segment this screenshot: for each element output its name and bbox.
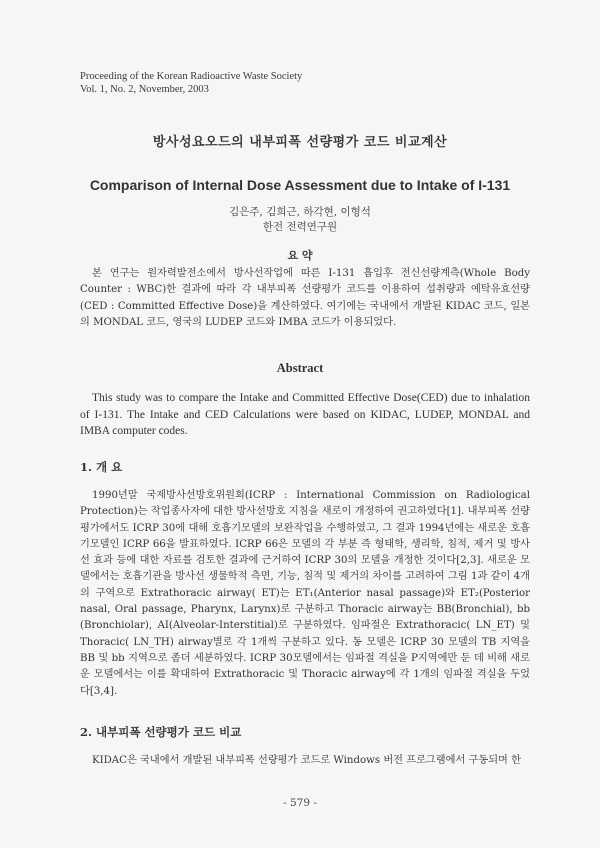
section-2-body bbox=[80, 753, 530, 769]
proceeding-volume: Vol. 1, No. 2, November, 2003 bbox=[80, 84, 209, 95]
proceeding-title: Proceeding of the Korean Radioactive Waste Society bbox=[80, 71, 303, 82]
section-1-heading: 1. 개 요 bbox=[80, 460, 123, 474]
page-number: - 579 - bbox=[283, 797, 317, 809]
abstract-paragraph: This study was to compare the Intake and Committed Effective Dose(CED) due to inhalation of I-131. The Intake and CED Calculations were based on KIDAC, LUDEP, MONDAL and IMBA computer codes. bbox=[80, 392, 530, 437]
affiliation: 한전 전력연구원 bbox=[262, 221, 338, 233]
abstract-body bbox=[80, 390, 530, 440]
proceeding-header bbox=[80, 70, 302, 96]
author-block bbox=[0, 205, 600, 235]
section-1-body bbox=[80, 488, 530, 700]
abstract-heading: Abstract bbox=[276, 361, 324, 375]
title-english: Comparison of Internal Dose Assessment due to Intake of I-131 bbox=[89, 177, 511, 193]
section-2-paragraph: KIDAC은 국내에서 개발된 내부피폭 선량평가 코드로 Windows 버전 프로그램에서 구동되며 한 bbox=[92, 755, 521, 766]
summary-body bbox=[80, 266, 530, 331]
summary-heading: 요 약 bbox=[287, 249, 313, 262]
section-1-paragraph: 1990년말 국제방사선방호위원회(ICRP : International Commission on Radiological Protection)는 작업종사자에 대한 방사선방호 지침을 새로이 개정하여 권고하였다[1]. 내부피폭 선량평가에서도 ICRP 30에 대해 호흡기모델의 보완작업을 수행하였고, 그 결과 1994년에는 새로운 호흡기모델인 ICRP 66을 발표하였다. ICRP 66은 모델의 각 부분 즉 형태학, 생리학, 침적, 제거 및 방사선 효과 등에 대한 자료를 검토한 결과에 근거하여 ICRP 30의 모델을 개정한 것이다[2,3]. 새로운 모델에서는 호흡기관을 방사선 생물학적 측면, 기능, 침적 및 제거의 차이를 고려하여 그림 1과 같이 4개의 구역으로 Extrathoracic airway( ET)는 ET₁(Anterior nasal passage)와 ET₂(Posterior nasal, Oral passage, Pharynx, Larynx)로 구분하고 Thoracic airway는 BB(Bronchial), bb (Bronchiolar), AI(Alveolar-Interstitial)로 구분하였다. 임파절은 Extrathoracic( LN_ET) 및 Thoracic( LN_TH) airway별로 각 1개씩 구분하고 있다. 동 모델은 ICRP 30 모델의 TB 지역을 BB 및 bb 지역으로 좀더 세분하였다. ICRP 30모델에서는 임파절 격실을 P지역에만 둔 데 비해 새로운 모델에서는 이를 확대하여 Extrathoracic 및 Thoracic airway에 각 1개의 임파절 격실을 두었다[3,4]. bbox=[80, 490, 530, 697]
section-2-heading: 2. 내부피폭 선량평가 코드 비교 bbox=[80, 725, 242, 739]
author-list: 김은주, 김희근, 하각현, 이형석 bbox=[229, 206, 371, 218]
summary-paragraph: 본 연구는 원자력발전소에서 방사선작업에 따른 I-131 흡입후 전신선량계측(Whole Body Counter : WBC)한 결과에 따라 각 내부피폭 선량평가 코드를 이용하여 섭취량과 예탁유효선량(CED : Committed Effective Dose)을 계산하였다. 여기에는 국내에서 개발된 KIDAC 코드, 일본의 MONDAL 코드, 영국의 LUDEP 코드와 IMBA 코드가 이용되었다. bbox=[80, 268, 530, 328]
title-korean: 방사성요오드의 내부피폭 선량평가 코드 비교계산 bbox=[152, 135, 448, 150]
